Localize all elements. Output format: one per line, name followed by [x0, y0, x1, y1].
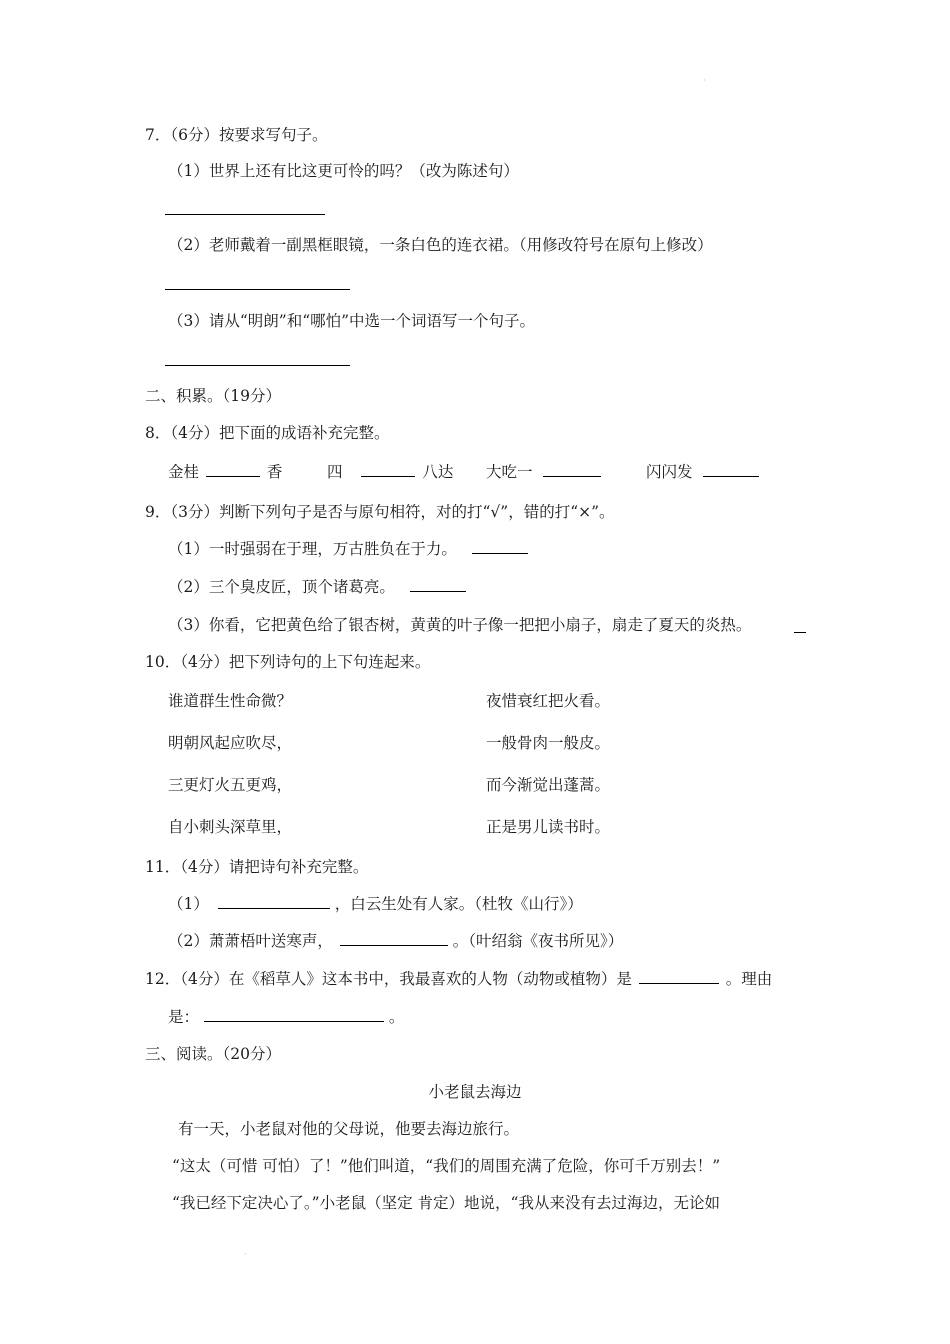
q9-statement-1	[168, 538, 528, 560]
section-2-heading: 二、积累。（19分）	[145, 387, 281, 405]
q8-idiom-2-suffix: 八达	[422, 463, 454, 481]
q10-left-line-4: 自小刺头深草里，	[168, 818, 293, 836]
q9-statement-3-text: （3）你看，它把黄色给了银杏树，黄黄的叶子像一把把小扇子，扇走了夏天的炎热。	[168, 616, 752, 634]
q9-statement-3	[168, 614, 751, 636]
reading-paragraph-1: 有一天，小老鼠对他的父母说，他要去海边旅行。	[178, 1120, 520, 1138]
q8-idiom-3-blank[interactable]	[543, 462, 601, 477]
q9-answer-1-blank[interactable]	[472, 539, 528, 554]
section-3-heading: 三、阅读。（20分）	[145, 1045, 281, 1063]
q10-left-line-3: 三更灯火五更鸡，	[168, 776, 293, 794]
q12-reason-label: 是：	[168, 1008, 200, 1026]
q11-answer-1-blank[interactable]	[218, 894, 330, 909]
q9-statement-1-text: （1）一时强弱在于理，万古胜负在于力。	[168, 540, 457, 558]
q8-idiom-4	[646, 461, 759, 483]
q10-left-line-2: 明朝风起应吹尽，	[168, 734, 293, 752]
q12-reason-end: 。	[388, 1008, 405, 1026]
q7-sentence-2: （2）老师戴着一副黑框眼镜，一条白色的连衣裙。（用修改符号在原句上修改）	[168, 236, 713, 254]
q11-line-1-prefix: （1）	[168, 895, 209, 913]
q12-reason-blank[interactable]	[204, 1007, 384, 1022]
q8-stem: 8．（4分）把下面的成语补充完整。	[145, 424, 390, 442]
q12-favorite-blank[interactable]	[639, 969, 719, 984]
q8-idiom-2-prefix: 四	[327, 463, 343, 481]
q9-answer-2-blank[interactable]	[410, 577, 466, 592]
q9-answer-3-blank[interactable]	[794, 632, 806, 633]
q7-stem: 7．（6分）按要求写句子。	[145, 126, 328, 144]
q8-idiom-1-blank[interactable]	[206, 462, 260, 477]
q12-stem	[145, 968, 772, 990]
page-speck: ·	[703, 76, 706, 85]
q9-statement-2	[168, 576, 466, 598]
q10-right-line-1: 夜惜衰红把火看。	[486, 692, 611, 710]
q12-stem-end: 。理由	[725, 970, 773, 988]
q7-answer-line-2[interactable]	[165, 289, 350, 290]
q8-idiom-3	[486, 461, 601, 483]
q8-idiom-3-prefix: 大吃一	[486, 463, 533, 481]
q8-idiom-1-suffix: 香	[266, 463, 283, 481]
reading-paragraph-3: “我已经下定决心了。”小老鼠（坚定 肯定）地说，“我从来没有去过海边，无论如	[172, 1194, 720, 1212]
q12-reason-line	[168, 1006, 404, 1028]
q11-line-2-suffix: 。（叶绍翁《夜书所见》）	[452, 932, 624, 950]
q8-idiom-4-prefix: 闪闪发	[646, 463, 693, 481]
q9-statement-2-text: （2）三个臭皮匠，顶个诸葛亮。	[168, 578, 395, 596]
q10-right-line-3: 而今渐觉出蓬蒿。	[486, 776, 611, 794]
q10-left-line-1: 谁道群生性命微？	[168, 692, 293, 710]
q7-answer-line-3[interactable]	[165, 365, 350, 366]
q7-sentence-1: （1）世界上还有比这更可怜的吗？（改为陈述句）	[168, 162, 519, 180]
reading-paragraph-2: “这太（可惜 可怕）了！”他们叫道，“我们的周围充满了危险，你可千万别去！”	[172, 1157, 721, 1175]
q7-sentence-3: （3）请从“明朗”和“哪怕”中选一个词语写一个句子。	[168, 312, 536, 330]
q8-idiom-1	[168, 461, 282, 483]
q11-line-1-suffix: ，白云生处有人家。（杜牧《山行》）	[334, 895, 583, 913]
q11-answer-2-blank[interactable]	[340, 931, 448, 946]
q8-idiom-2-blank[interactable]	[361, 462, 415, 477]
q10-right-line-4: 正是男儿读书时。	[486, 818, 611, 836]
q8-idiom-1-prefix: 金桂	[168, 463, 200, 481]
q12-stem-text: 12．（4分）在《稻草人》这本书中，我最喜欢的人物（动物或植物）是	[145, 970, 632, 988]
page-speck: ·	[244, 1250, 247, 1259]
q9-stem: 9．（3分）判断下列句子是否与原句相符，对的打“√”，错的打“×”。	[145, 503, 615, 521]
q10-stem: 10．（4分）把下列诗句的上下句连起来。	[145, 653, 431, 671]
q11-line-2-prefix: （2）萧萧梧叶送寒声，	[168, 932, 333, 950]
q8-idiom-2	[327, 461, 453, 483]
q11-line-1	[168, 893, 583, 915]
q11-line-2	[168, 930, 623, 952]
q11-stem: 11．（4分）请把诗句补充完整。	[145, 858, 369, 876]
q10-right-line-2: 一般骨肉一般皮。	[486, 734, 611, 752]
q7-answer-line-1[interactable]	[165, 214, 325, 215]
q8-idiom-4-blank[interactable]	[703, 462, 759, 477]
reading-title: 小老鼠去海边	[428, 1083, 522, 1101]
